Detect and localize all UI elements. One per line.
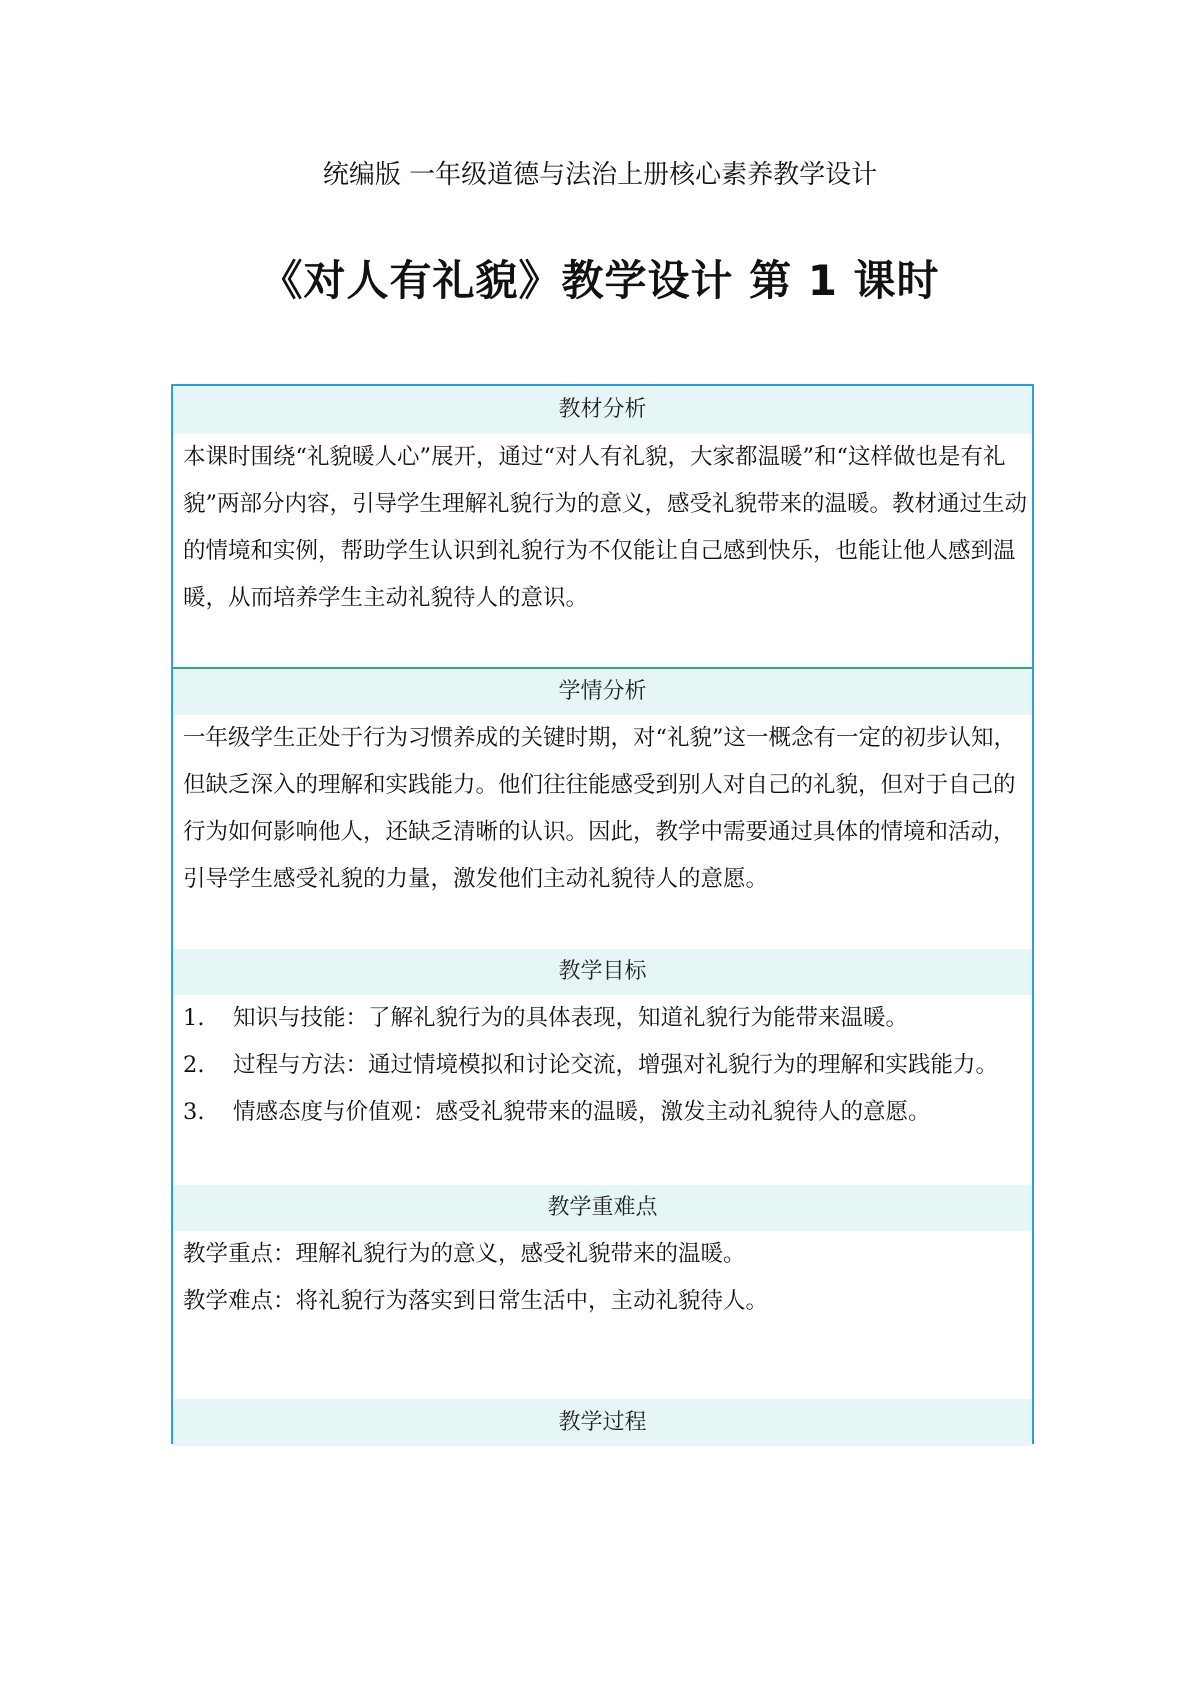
lesson-plan-table bbox=[171, 384, 1034, 1444]
section-text-students: 一年级学生正处于行为习惯养成的关键时期，对“礼貌”这一概念有一定的初步认知，但缺乏深入的理解和实践能力。他们往往能感受到别人对自己的礼貌，但对于自己的行为如何影响他人，还缺乏清晰的认识。因此，教学中需要通过具体的情境和活动，引导学生感受礼貌的力量，激发他们主动礼貌待人的意愿。 bbox=[183, 725, 1017, 892]
section-heading-material: 教材分析 bbox=[173, 386, 1032, 434]
section-heading-students: 学情分析 bbox=[173, 669, 1032, 715]
document-subtitle: 统编版 一年级道德与法治上册核心素养教学设计 bbox=[322, 160, 878, 190]
teaching-focus: 教学重点：理解礼貌行为的意义，感受礼貌带来的温暖。 bbox=[183, 1241, 746, 1267]
document-title: 《对人有礼貌》教学设计 第 1 课时 bbox=[260, 256, 940, 305]
section-heading-process: 教学过程 bbox=[173, 1399, 1032, 1446]
section-heading-key-points: 教学重难点 bbox=[173, 1185, 1032, 1231]
list-item bbox=[183, 1042, 1029, 1089]
list-item-number: 3. bbox=[183, 1099, 205, 1125]
list-item bbox=[183, 1089, 1029, 1136]
list-item-number: 2. bbox=[183, 1052, 205, 1078]
list-item bbox=[183, 995, 1029, 1042]
section-text-material: 本课时围绕“礼貌暖人心”展开，通过“对人有礼貌，大家都温暖”和“这样做也是有礼貌”两部分内容，引导学生理解礼貌行为的意义，感受礼貌带来的温暖。教材通过生动的情境和实例，帮助学生认识到礼貌行为不仅能让自己感到快乐，也能让他人感到温暖，从而培养学生主动礼貌待人的意识。 bbox=[183, 444, 1028, 611]
key-points-text bbox=[183, 1231, 1029, 1325]
section-heading-goals: 教学目标 bbox=[173, 949, 1032, 995]
list-item-text: 情感态度与价值观：感受礼貌带来的温暖，激发主动礼貌待人的意愿。 bbox=[233, 1099, 931, 1125]
teaching-difficulty: 教学难点：将礼貌行为落实到日常生活中，主动礼貌待人。 bbox=[183, 1288, 769, 1314]
list-item-text: 知识与技能：了解礼貌行为的具体表现，知道礼貌行为能带来温暖。 bbox=[233, 1005, 909, 1031]
list-item-text: 过程与方法：通过情境模拟和讨论交流，增强对礼貌行为的理解和实践能力。 bbox=[233, 1052, 999, 1078]
goals-list bbox=[183, 995, 1029, 1136]
list-item-number: 1. bbox=[183, 1005, 205, 1031]
